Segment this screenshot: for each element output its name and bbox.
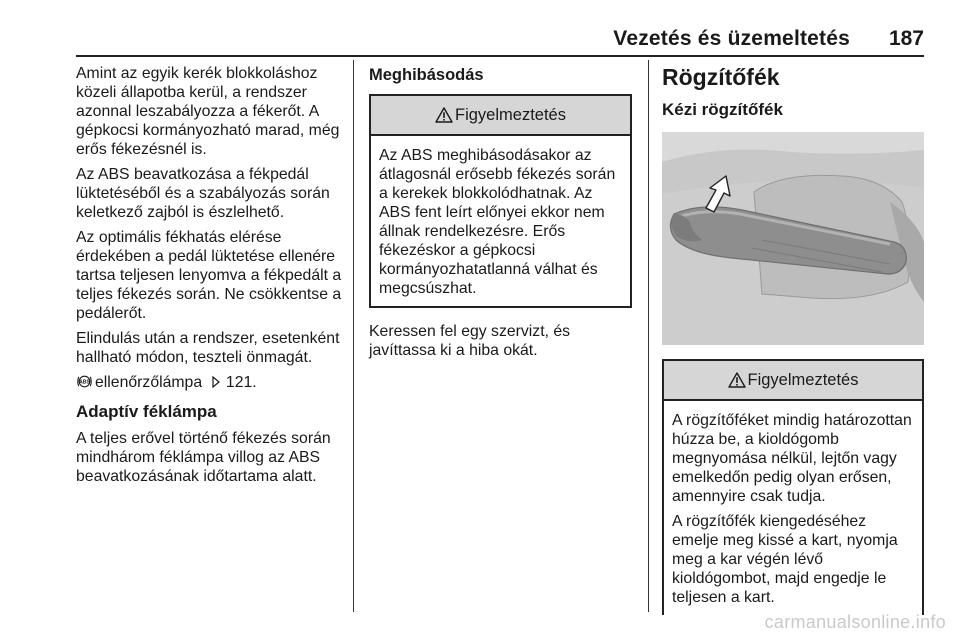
warning-triangle-icon (435, 107, 453, 123)
section-heading: Adaptív féklámpa (76, 402, 217, 421)
page-number: 187 (888, 27, 924, 50)
subsection-heading: Kézi rögzítőfék (662, 100, 783, 119)
header-rule (76, 55, 924, 57)
column-middle (369, 64, 632, 366)
paragraph: Elindulás után a rendszer, esetenként hallható módon, teszteli önmagát. (76, 330, 340, 366)
column-divider (648, 60, 649, 612)
column-left (76, 64, 346, 492)
section-heading: Rögzítőfék (662, 64, 780, 90)
handbrake-illustration (662, 132, 924, 345)
warning-title: Figyelmeztetés (455, 105, 566, 124)
warning-title: Figyelmeztetés (747, 370, 859, 389)
paragraph: Keressen fel egy szervizt, és javíttassa ki a hiba okát. (369, 323, 571, 359)
paragraph: Az ABS beavatkozása a fékpedál lüktetéséből és a szabályozás során keletkező zajból is észlelhető. (76, 166, 330, 221)
warning-text: A rögzítőféket mindig határozottan húzza be, a kioldógomb megnyomása nélkül, lejtőn vagy emelkedőn pedig olyan erősen, amennyire csak tudja. (672, 412, 912, 505)
warning-body (371, 136, 630, 306)
abs-warning-light-icon (76, 373, 93, 390)
warning-triangle-icon (728, 372, 746, 388)
running-header-title: Vezetés és üzemeltetés (613, 27, 850, 50)
paragraph: A teljes erővel történő fékezés során mindhárom féklámpa villog az ABS beavatkozásának időtartama alatt. (76, 430, 331, 485)
warning-header (371, 96, 630, 136)
warning-body (664, 401, 922, 615)
page-reference[interactable]: 121. (225, 374, 257, 391)
warning-text: Az ABS meghibásodásakor az átlagosnál erősebb fékezés során a kerekek blokkolódhatnak. Az ABS fent leírt előnyei ekkor nem állnak rendelkezésre. Erős fékezéskor a gépkocsi kormányozhatatlanná válhat és megcsúszhat. (379, 147, 616, 297)
section-heading: Meghibásodás (369, 66, 484, 84)
watermark: carmanualsonline.info (764, 612, 946, 632)
warning-text: A rögzítőfék kiengedéséhez emelje meg kissé a kart, nyomja meg a kar végén lévő kioldógombot, majd engedje le teljesen a kart. (672, 513, 898, 606)
column-divider (353, 60, 354, 612)
warning-header (664, 361, 922, 401)
warning-box (662, 359, 924, 615)
paragraph: Amint az egyik kerék blokkoláshoz közeli állapotba kerül, a rendszer azonnal leszabályozza a fékerőt. A gépkocsi kormányozható marad, még erős fékezésnél is. (76, 65, 340, 158)
paragraph: Az optimális fékhatás elérése érdekében a pedál lüktetése ellenére tartsa teljesen lenyomva a fékpedált a teljes fékezés során. Ne csökkentse a pedálerőt. (76, 229, 342, 322)
svg-text:ABS: ABS (79, 379, 90, 386)
warning-box (369, 94, 632, 308)
abs-light-reference (76, 373, 346, 392)
page-reference-arrow-icon (211, 376, 221, 388)
column-right (662, 64, 924, 615)
handbrake-figure (662, 132, 924, 345)
abs-light-label: ellenőrzőlámpa (95, 374, 203, 391)
